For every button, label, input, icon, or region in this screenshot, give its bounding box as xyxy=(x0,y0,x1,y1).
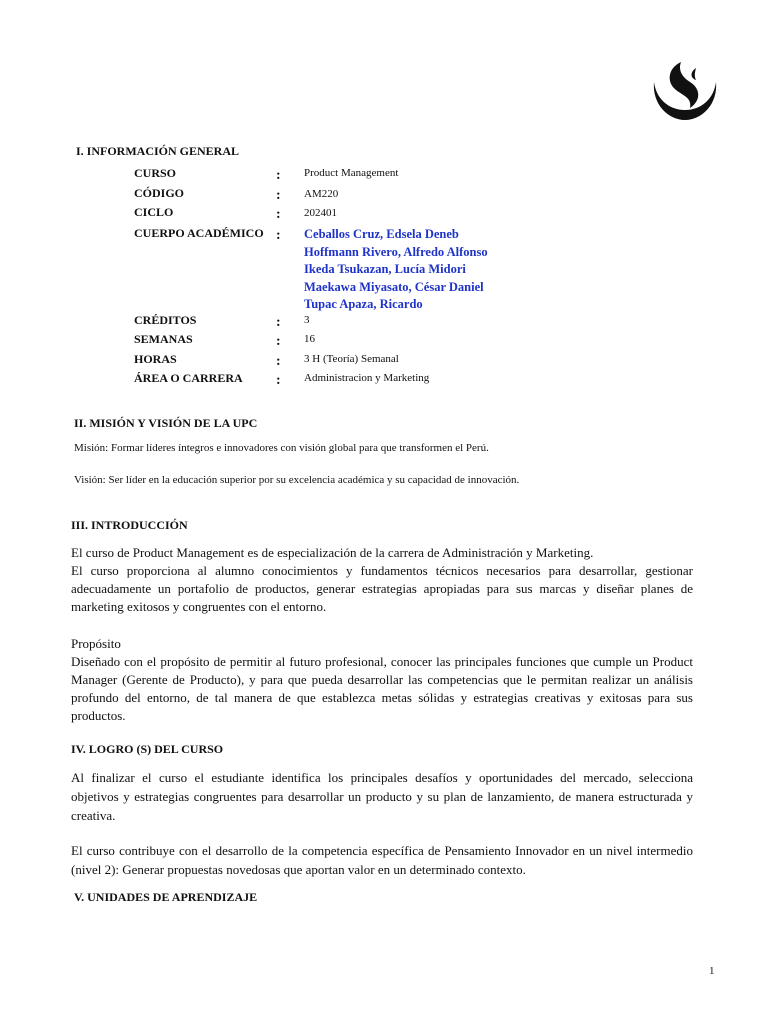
colon: : xyxy=(276,188,281,203)
value-creditos: 3 xyxy=(304,314,310,326)
colon: : xyxy=(276,207,281,222)
value-codigo: AM220 xyxy=(304,188,339,200)
vision-text: Visión: Ser líder en la educación superior por su excelencia académica y su capacidad de innovación. xyxy=(74,474,520,486)
colon: : xyxy=(276,354,281,369)
label-ciclo: CICLO xyxy=(134,205,174,219)
section-title-logro: IV. LOGRO (S) DEL CURSO xyxy=(71,742,224,756)
value-horas: 3 H (Teoría) Semanal xyxy=(304,353,399,365)
colon: : xyxy=(276,315,281,330)
section-title-intro: III. INTRODUCCIÓN xyxy=(71,518,188,532)
colon: : xyxy=(276,334,281,349)
purpose-title: Propósito xyxy=(71,636,121,651)
section-title-units: V. UNIDADES DE APRENDIZAJE xyxy=(74,890,258,904)
intro-paragraph xyxy=(71,544,693,616)
value-curso: Product Management xyxy=(304,167,399,179)
professor-name: Ikeda Tsukazan, Lucía Midori xyxy=(304,262,466,276)
label-area-carrera: ÁREA O CARRERA xyxy=(134,371,243,385)
competencia-paragraph xyxy=(71,841,693,879)
section-title-general: I. INFORMACIÓN GENERAL xyxy=(76,144,240,158)
intro-line: El curso de Product Management es de especialización de la carrera de Administración y Marketing. xyxy=(71,545,594,560)
logro-text: Al finalizar el curso el estudiante identifica los principales desafíos y oportunidades del mercado, selecciona objetivos y estrategias congruentes para desarrollar un producto y su plan de lanzamiento, de manera estructurada y creativa. xyxy=(71,770,693,823)
mision-text: Misión: Formar líderes íntegros e innovadores con visión global para que transformen el Perú. xyxy=(74,442,489,454)
label-cuerpo-academico: CUERPO ACADÉMICO xyxy=(134,226,264,240)
value-ciclo: 202401 xyxy=(304,207,337,219)
purpose-block xyxy=(71,635,693,725)
value-semanas: 16 xyxy=(304,333,315,345)
colon: : xyxy=(276,228,281,243)
label-semanas: SEMANAS xyxy=(134,332,193,346)
section-title-mission: II. MISIÓN Y VISIÓN DE LA UPC xyxy=(74,416,258,430)
colon: : xyxy=(276,373,281,388)
purpose-text: Diseñado con el propósito de permitir al futuro profesional, conocer las principales funciones que cumple un Product Manager (Gerente de Producto), y para que pueda desarrollar las competencias que le permitan realizar un análisis profundo del entorno, de tal manera de que establezca metas sólidas y estrategias creativas y exitosas para sus productos. xyxy=(71,654,693,723)
professor-name: Ceballos Cruz, Edsela Deneb xyxy=(304,227,459,241)
professor-name: Maekawa Miyasato, César Daniel xyxy=(304,280,484,294)
intro-text: El curso proporciona al alumno conocimientos y fundamentos técnicos necesarios para desarrollar, gestionar adecuadamente un portafolio de productos, generar estrategias apropiadas para sus marcas y diseñar planes de marketing exitosos y congruentes con el entorno. xyxy=(71,563,693,614)
label-horas: HORAS xyxy=(134,352,177,366)
professor-name: Hoffmann Rivero, Alfredo Alfonso xyxy=(304,245,488,259)
logro-paragraph xyxy=(71,768,693,825)
colon: : xyxy=(276,168,281,183)
label-creditos: CRÉDITOS xyxy=(134,313,197,327)
competencia-text: El curso contribuye con el desarrollo de la competencia específica de Pensamiento Innovador en un nivel intermedio (nivel 2): Generar propuestas novedosas que aportan valor en un determinado contexto. xyxy=(71,843,693,877)
value-area-carrera: Administracion y Marketing xyxy=(304,372,430,384)
page-number: 1 xyxy=(709,965,715,977)
label-codigo: CÓDIGO xyxy=(134,186,185,200)
label-curso: CURSO xyxy=(134,166,177,180)
professor-name: Tupac Apaza, Ricardo xyxy=(304,297,423,311)
upc-logo-icon xyxy=(650,58,720,122)
